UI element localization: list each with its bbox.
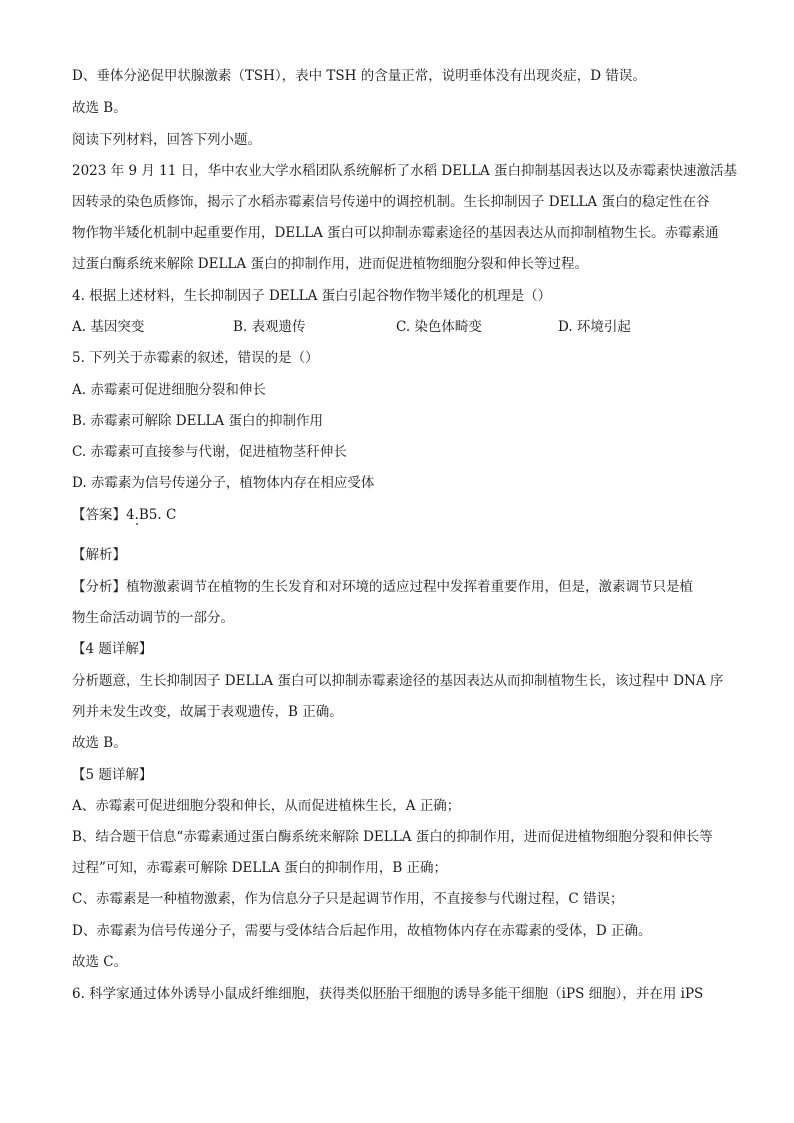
answer-heading: 【答案】4.B5. C (72, 507, 177, 523)
question-4-conclusion: 故选 B。 (72, 735, 127, 751)
question-5-option-a: A. 赤霉素可促进细胞分裂和伸长 (72, 382, 266, 398)
question-5-detail-c: C、赤霉素是一种植物激素，作为信息分子只是起调节作用，不直接参与代谢过程，C 错误； (72, 891, 624, 907)
material-line-2: 因转录的染色质修饰，揭示了水稻赤霉素信号传递中的调控机制。生长抑制因子 DELLA 蛋白的稳定性在谷 (72, 194, 710, 210)
reading-instruction: 阅读下列材料，回答下列小题。 (72, 132, 261, 148)
analysis-line-2: 物生命活动调节的一部分。 (72, 610, 234, 626)
material-line-1: 2023 年 9 月 11 日，华中农业大学水稻团队系统解析了水稻 DELLA 蛋白抑制基因表达以及赤霉素快速激活基 (72, 163, 738, 179)
question-4-option-a: A. 基因突变 (72, 319, 145, 335)
stray-mark (136, 523, 138, 525)
analysis-line-1: 【分析】植物激素调节在植物的生长发育和对环境的适应过程中发挥着重要作用，但是，激素调节只是植 (72, 579, 693, 595)
question-4-option-d: D. 环境引起 (558, 319, 631, 335)
question-4-option-b: B. 表观遗传 (233, 319, 306, 335)
analysis-heading: 【解析】 (72, 547, 126, 563)
question-4-detail-line-2: 列并未发生改变，故属于表观遗传，B 正确。 (72, 704, 343, 720)
question-5-option-c: C. 赤霉素可直接参与代谢，促进植物茎秆伸长 (72, 444, 347, 460)
question-5-stem: 5. 下列关于赤霉素的叙述，错误的是（） (72, 350, 319, 366)
question-5-detail-b-line-1: B、结合题干信息“赤霉素通过蛋白酶系统来解除 DELLA 蛋白的抑制作用，进而促进植物细胞分裂和伸长等 (72, 829, 713, 845)
question-5-option-b: B. 赤霉素可解除 DELLA 蛋白的抑制作用 (72, 413, 323, 429)
question-4-detail-line-1: 分析题意，生长抑制因子 DELLA 蛋白可以抑制赤霉素途径的基因表达从而抑制植物生长，该过程中 DNA 序 (72, 673, 724, 689)
answer-choice-b: 故选 B。 (72, 100, 127, 116)
question-6-stem: 6. 科学家通过体外诱导小鼠成纤维细胞，获得类似胚胎干细胞的诱导多能干细胞（iPS 细胞），并在用 iPS (72, 986, 704, 1002)
question-4-detail-heading: 【4 题详解】 (72, 641, 153, 657)
question-5-detail-heading: 【5 题详解】 (72, 767, 153, 783)
material-line-3: 物作物半矮化机制中起重要作用，DELLA 蛋白可以抑制赤霉素途径的基因表达从而抑制植物生长。赤霉素通 (72, 225, 719, 241)
question-4-option-c: C. 染色体畸变 (396, 319, 482, 335)
material-line-4: 过蛋白酶系统来解除 DELLA 蛋白的抑制作用，进而促进植物细胞分裂和伸长等过程。 (72, 256, 588, 272)
question-5-detail-b-line-2: 过程”可知，赤霉素可解除 DELLA 蛋白的抑制作用，B 正确； (72, 860, 448, 876)
answer-4-option-d-note: D、垂体分泌促甲状腺激素（TSH），表中 TSH 的含量正常，说明垂体没有出现炎症，D 错误。 (72, 68, 646, 84)
question-4-stem: 4. 根据上述材料，生长抑制因子 DELLA 蛋白引起谷物作物半矮化的机理是（） (72, 288, 552, 304)
question-5-conclusion: 故选 C。 (72, 954, 128, 970)
question-5-detail-a: A、赤霉素可促进细胞分裂和伸长，从而促进植株生长，A 正确； (72, 798, 461, 814)
question-5-detail-d: D、赤霉素为信号传递分子，需要与受体结合后起作用，故植物体内存在赤霉素的受体，D 正确。 (72, 923, 652, 939)
question-5-option-d: D. 赤霉素为信号传递分子，植物体内存在相应受体 (72, 475, 375, 491)
